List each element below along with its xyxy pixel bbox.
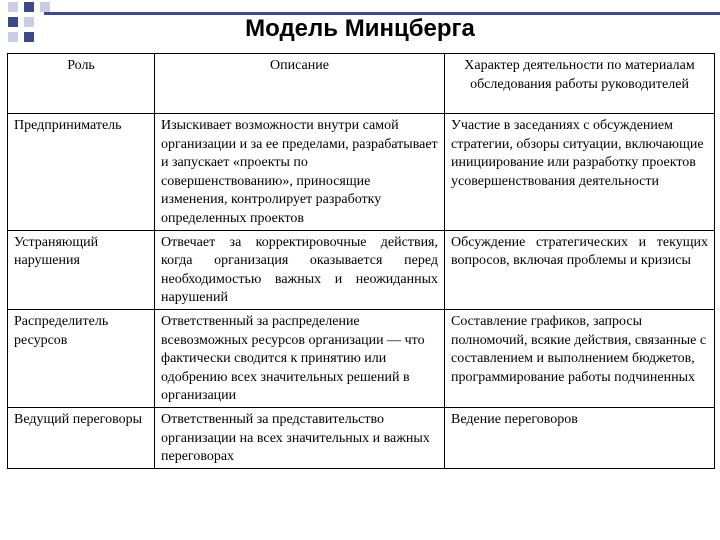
decor-square xyxy=(24,32,34,42)
decor-square xyxy=(40,2,50,12)
decorative-squares xyxy=(0,0,54,44)
cell-activity: Обсуждение стратегических и текущих вопросов, включая проблемы и кризисы xyxy=(445,230,715,309)
cell-role: Распределитель ресурсов xyxy=(8,309,155,407)
cell-description: Ответственный за распределение всевозможных ресурсов организации — что фактически сводится к принятию или одобрению всех значительных решений в организации xyxy=(155,309,445,407)
cell-role: Ведущий переговоры xyxy=(8,407,155,468)
table-header-row xyxy=(8,54,715,114)
cell-description: Отвечает за корректировочные действия, когда организация оказывается перед необходимостью важных и неожиданных нарушений xyxy=(155,230,445,309)
decor-square xyxy=(24,17,34,27)
table-row xyxy=(8,230,715,309)
decor-square xyxy=(8,17,18,27)
decor-square xyxy=(8,32,18,42)
header-role: Роль xyxy=(8,54,155,114)
cell-role: Устраняющий нарушения xyxy=(8,230,155,309)
page-title: Модель Минцберга xyxy=(245,15,475,42)
table-row xyxy=(8,114,715,231)
header-description: Описание xyxy=(155,54,445,114)
decor-square xyxy=(24,2,34,12)
cell-description: Ответственный за представительство организации на всех значительных и важных переговорах xyxy=(155,407,445,468)
decor-square xyxy=(8,2,18,12)
cell-description: Изыскивает возможности внутри самой организации и за ее пределами, разрабатывает и запускает «проекты по совершенствованию», приносящие изменения, контролирует разработку определенных проектов xyxy=(155,114,445,231)
table-row xyxy=(8,407,715,468)
cell-activity: Участие в заседаниях с обсуждением стратегии, обзоры ситуации, включающие инициирование или разработку проектов усовершенствования деятельности xyxy=(445,114,715,231)
table-row xyxy=(8,309,715,407)
cell-role: Предприниматель xyxy=(8,114,155,231)
header-activity: Характер деятельности по материалам обследования работы руководителей xyxy=(445,54,715,114)
cell-activity: Составление графиков, запросы полномочий, всякие действия, связанные с составлением и выполнением бюджетов, программирование работы подчиненных xyxy=(445,309,715,407)
mintzberg-table xyxy=(7,53,715,469)
cell-activity: Ведение переговоров xyxy=(445,407,715,468)
